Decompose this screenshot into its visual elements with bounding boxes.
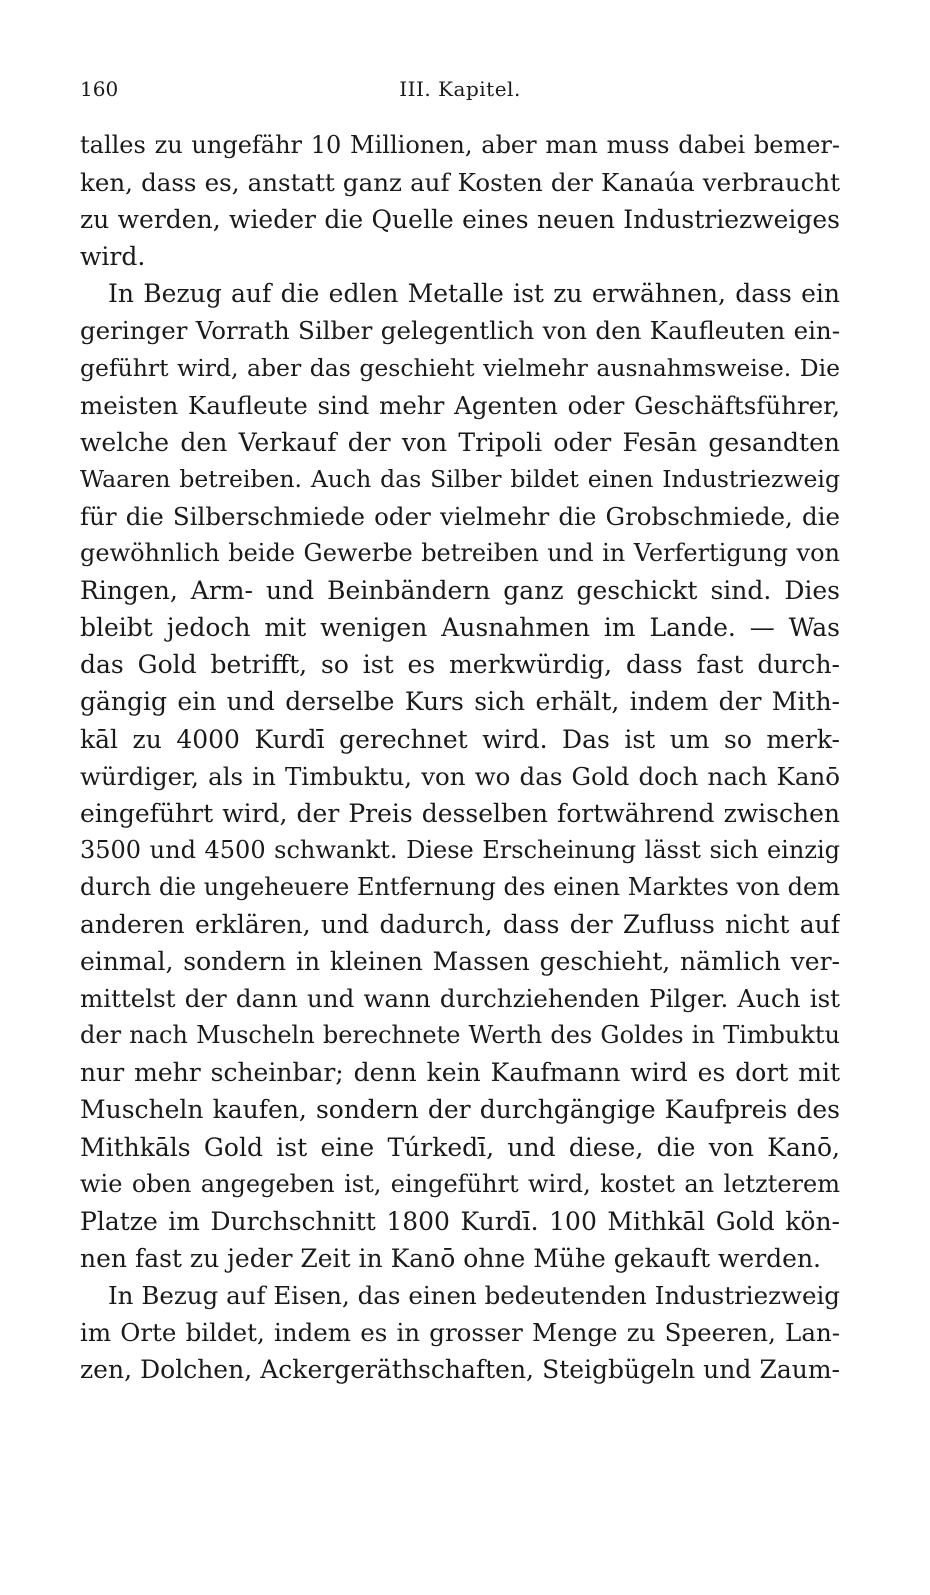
text-line: Platze im Durchschnitt 1800 Kurdī. 100 Mithkāl Gold kön-	[80, 1206, 840, 1236]
text-line: durch die ungeheuere Entfernung des einen Marktes von dem	[80, 872, 840, 901]
chapter-title: III. Kapitel.	[399, 77, 521, 101]
text-line: 3500 und 4500 schwankt. Diese Erscheinung lässt sich einzig	[80, 835, 840, 864]
text-line: anderen erklären, und dadurch, dass der Zufluss nicht auf	[80, 909, 840, 939]
text-line: wird.	[80, 242, 146, 272]
text-line: das Gold betrifft, so ist es merkwürdig, dass fast durch-	[80, 650, 840, 680]
text-line: meisten Kaufleute sind mehr Agenten oder Geschäftsführer,	[80, 390, 840, 420]
text-line: Waaren betreiben. Auch das Silber bildet einen Industriezweig	[80, 464, 840, 493]
text-line: im Orte bildet, indem es in grosser Menge zu Speeren, Lan-	[80, 1318, 840, 1347]
text-line: gewöhnlich beide Gewerbe betreiben und in Verfertigung von	[80, 539, 840, 568]
text-line: geringer Vorrath Silber gelegentlich von den Kaufleuten ein-	[80, 316, 840, 346]
text-line: nen fast zu jeder Zeit in Kanō ohne Mühe gekauft werden.	[80, 1243, 821, 1273]
text-line: welche den Verkauf der von Tripoli oder Fesān gesandten	[80, 427, 840, 457]
text-line: der nach Muscheln berechnete Werth des Goldes in Timbuktu	[80, 1021, 840, 1050]
text-line: mittelst der dann und wann durchziehenden Pilger. Auch ist	[80, 984, 840, 1014]
page-number: 160	[80, 77, 119, 101]
text-line: zu werden, wieder die Quelle eines neuen Industriezweiges	[80, 205, 840, 235]
text-line: In Bezug auf die edlen Metalle ist zu erwähnen, dass ein	[108, 279, 840, 309]
running-head	[80, 74, 840, 104]
text-line: Ringen, Arm- und Beinbändern ganz geschickt sind. Dies	[80, 576, 840, 606]
text-line: würdiger, als in Timbuktu, von wo das Gold doch nach Kanō	[80, 761, 840, 791]
text-line: gängig ein und derselbe Kurs sich erhält, indem der Mith-	[80, 687, 840, 717]
text-line: talles zu ungefähr 10 Millionen, aber man muss dabei bemer-	[80, 131, 840, 159]
text-line: nur mehr scheinbar; denn kein Kaufmann wird es dort mit	[80, 1058, 840, 1088]
text-line: In Bezug auf Eisen, das einen bedeutenden Industriezweig	[108, 1280, 840, 1310]
text-line: zen, Dolchen, Ackergeräthschaften, Steigbügeln und Zaum-	[80, 1355, 840, 1385]
text-line: Mithkāls Gold ist eine Túrkedī, und diese, die von Kanō,	[80, 1132, 840, 1162]
text-line: kāl zu 4000 Kurdī gerechnet wird. Das ist um so merk-	[80, 724, 840, 754]
text-line: einmal, sondern in kleinen Massen geschieht, nämlich ver-	[80, 947, 840, 977]
text-line: geführt wird, aber das geschieht vielmehr ausnahmsweise. Die	[80, 353, 840, 382]
text-line: bleibt jedoch mit wenigen Ausnahmen im Lande. — Was	[80, 613, 840, 643]
body-text	[80, 127, 840, 1388]
text-line: ken, dass es, anstatt ganz auf Kosten der Kanaúa verbraucht	[80, 168, 840, 198]
text-line: eingeführt wird, der Preis desselben fortwährend zwischen	[80, 798, 840, 828]
text-line: Muscheln kaufen, sondern der durchgängige Kaufpreis des	[80, 1095, 840, 1125]
text-line: wie oben angegeben ist, eingeführt wird, kostet an letzterem	[80, 1169, 840, 1198]
text-line: für die Silberschmiede oder vielmehr die Grobschmiede, die	[80, 501, 840, 531]
